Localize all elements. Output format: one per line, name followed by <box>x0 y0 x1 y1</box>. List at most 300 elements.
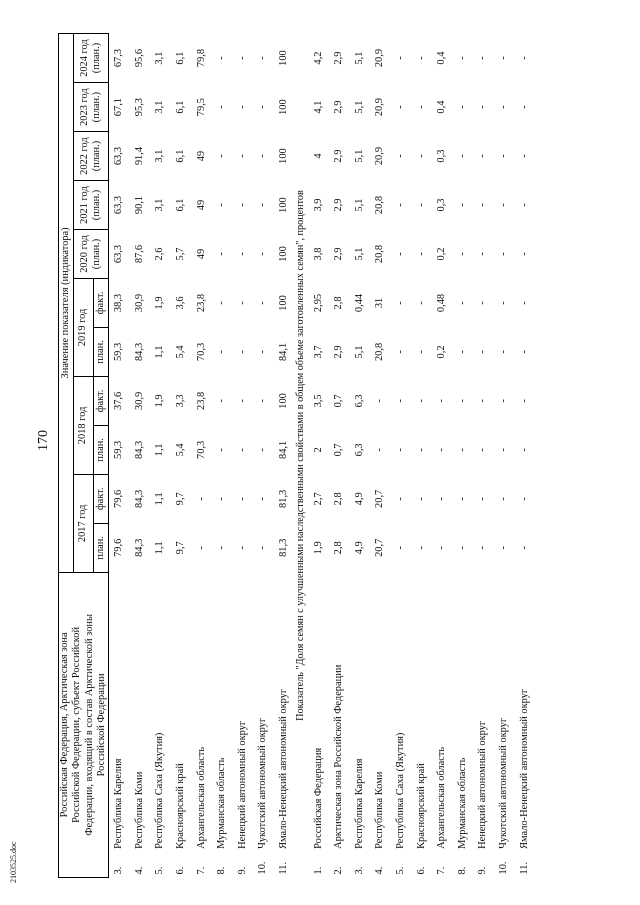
value-cell: - <box>257 105 269 109</box>
value-cell: - <box>518 497 530 501</box>
year-label: 2024 год <box>78 39 90 77</box>
year-header-2019: 2019 год <box>74 278 94 376</box>
region-name: Ямало-Ненецкий автономный округ <box>277 688 289 849</box>
region-name: Мурманская область <box>216 757 228 849</box>
value-cell: - <box>216 350 228 354</box>
indicator-table <box>58 33 535 878</box>
value-cell: - <box>415 56 427 60</box>
value-cell: 91,4 <box>133 146 145 166</box>
fact-header-2017: факт. <box>94 474 109 523</box>
value-cell: 49 <box>195 248 207 260</box>
value-cell: 6,1 <box>175 149 186 163</box>
value-cell: 70,3 <box>195 342 207 362</box>
value-cell: 3,6 <box>175 296 186 310</box>
value-cell: - <box>394 105 406 109</box>
value-cell: 0,2 <box>436 247 448 261</box>
value-cell: - <box>456 105 468 109</box>
footer-filename: 2103525.doc <box>9 841 18 883</box>
value-cell: 100 <box>277 393 289 409</box>
value-cell: 2 <box>312 447 324 453</box>
value-cell: - <box>236 105 248 109</box>
table-row <box>233 34 254 878</box>
year-label: 2022 год <box>78 137 90 175</box>
value-cell: - <box>415 105 427 109</box>
year-label: 2020 год <box>78 235 90 273</box>
plan-header-2017: план. <box>94 523 109 572</box>
table-row <box>150 34 171 878</box>
value-cell: - <box>415 252 427 256</box>
rotated-table-page <box>58 33 622 878</box>
value-cell: 0,3 <box>436 198 448 212</box>
year-header-2020 <box>74 230 109 279</box>
value-cell: 4,9 <box>353 492 365 506</box>
value-cell: - <box>518 350 530 354</box>
value-cell: 2,8 <box>333 296 345 310</box>
value-cell: - <box>236 399 248 403</box>
value-cell: - <box>394 56 406 60</box>
value-cell: 6,3 <box>353 394 365 408</box>
value-cell: - <box>216 105 228 109</box>
value-cell: - <box>374 399 386 403</box>
value-cell: - <box>394 497 406 501</box>
value-cell: - <box>497 105 509 109</box>
value-cell: - <box>257 399 269 403</box>
value-cell: 2,9 <box>333 100 345 114</box>
value-cell: 81,3 <box>277 538 289 557</box>
value-cell: 100 <box>277 197 289 213</box>
value-cell: 20,9 <box>374 48 386 68</box>
value-cell: 1,9 <box>154 394 166 408</box>
table-body <box>109 34 535 878</box>
value-cell: - <box>456 252 468 256</box>
value-cell: 3,8 <box>312 247 324 261</box>
region-name: Архангельская область <box>195 746 207 849</box>
value-cell: - <box>216 301 228 305</box>
value-cell: 2,8 <box>333 541 345 555</box>
value-cell: 9,7 <box>175 541 186 555</box>
row-number: 7. <box>436 866 448 875</box>
value-cell: 5,1 <box>353 345 365 359</box>
value-cell: - <box>497 350 509 354</box>
region-name: Красноярский край <box>175 763 186 849</box>
row-number: 10. <box>257 861 269 875</box>
value-cell: 100 <box>277 148 289 164</box>
value-cell: 63,3 <box>113 244 125 264</box>
indicator-title: Показатель "Доля семян с улучшенными наследственными свойствами в общем объеме заготовленных семян", процентов <box>295 190 307 721</box>
value-cell: - <box>518 301 530 305</box>
row-number: 4. <box>133 866 145 875</box>
value-cell: - <box>415 497 427 501</box>
value-cell: - <box>518 56 530 60</box>
value-cell: 59,3 <box>113 440 125 459</box>
value-cell: - <box>236 448 248 452</box>
value-cell: - <box>477 301 489 305</box>
value-cell: 63,3 <box>113 195 125 215</box>
fact-header-2019: факт. <box>94 278 109 327</box>
region-column-header <box>59 572 109 877</box>
value-cell: - <box>477 399 489 403</box>
year-header-2024 <box>74 34 109 83</box>
region-name: Республика Саха (Якутия) <box>394 732 406 849</box>
value-cell: - <box>456 301 468 305</box>
value-cell: 1,1 <box>154 541 166 555</box>
table-row <box>411 34 432 878</box>
value-cell: - <box>477 56 489 60</box>
value-cell: 84,1 <box>277 342 289 362</box>
value-cell: 20,7 <box>374 538 386 557</box>
value-cell: 87,6 <box>133 244 145 264</box>
region-name: Ямало-Ненецкий автономный округ <box>518 688 530 849</box>
value-cell: - <box>477 497 489 501</box>
value-cell: 0,44 <box>353 293 365 313</box>
year-header-2021 <box>74 181 109 230</box>
table-header <box>59 34 109 878</box>
value-cell: 84,3 <box>133 440 145 459</box>
value-cell: - <box>257 154 269 158</box>
value-cell: 0,7 <box>333 443 345 457</box>
value-cell: 3,7 <box>312 345 324 359</box>
value-cell: - <box>415 203 427 207</box>
value-cell: 1,1 <box>154 443 166 457</box>
year-header-2017: 2017 год <box>74 474 94 572</box>
value-cell: - <box>436 497 448 501</box>
value-cell: - <box>257 203 269 207</box>
value-cell: 20,9 <box>374 146 386 166</box>
value-cell: 0,7 <box>333 394 345 408</box>
region-name: Республика Карелия <box>113 758 125 849</box>
value-cell: 4,2 <box>312 51 324 65</box>
value-cell: 23,8 <box>195 391 207 410</box>
table-row <box>494 34 515 878</box>
value-cell: 3,1 <box>154 100 166 114</box>
value-cell: 2,9 <box>333 198 345 212</box>
value-cell: - <box>394 154 406 158</box>
region-name: Ненецкий автономный округ <box>236 720 248 849</box>
table-row <box>130 34 151 878</box>
table-row <box>191 34 212 878</box>
value-cell: - <box>236 56 248 60</box>
value-cell: - <box>415 399 427 403</box>
value-cell: 6,1 <box>175 198 186 212</box>
year-header-2018: 2018 год <box>74 376 94 474</box>
value-cell: 38,3 <box>113 293 125 313</box>
value-cell: - <box>518 252 530 256</box>
value-cell: 20,8 <box>374 244 386 264</box>
value-cell: - <box>394 448 406 452</box>
value-cell: 2,7 <box>312 492 324 506</box>
plan-label: (план.) <box>91 140 103 172</box>
value-cell: 1,1 <box>154 345 166 359</box>
value-cell: - <box>477 154 489 158</box>
value-cell: - <box>415 350 427 354</box>
value-cell: - <box>456 448 468 452</box>
value-cell: - <box>497 546 509 550</box>
value-cell: 84,3 <box>133 538 145 557</box>
value-cell: 59,3 <box>113 342 125 362</box>
row-number: 7. <box>195 866 207 875</box>
value-cell: - <box>216 252 228 256</box>
value-cell: 5,4 <box>175 443 186 457</box>
row-number: 8. <box>456 866 468 875</box>
value-cell: - <box>257 301 269 305</box>
table-row <box>171 34 192 878</box>
table-row <box>253 34 274 878</box>
value-cell: 0,4 <box>436 100 448 114</box>
value-cell: 84,3 <box>133 342 145 362</box>
row-number: 9. <box>477 866 489 875</box>
value-cell: 79,6 <box>113 538 125 557</box>
year-label: 2023 год <box>78 88 90 126</box>
value-cell: - <box>456 497 468 501</box>
value-cell: 2,95 <box>312 293 324 313</box>
plan-label: (план.) <box>91 42 103 74</box>
table-row <box>453 34 474 878</box>
region-name: Чукотский автономный округ <box>257 717 269 849</box>
value-cell: 3,5 <box>312 394 324 408</box>
year-label: 2021 год <box>78 186 90 224</box>
value-cell: - <box>436 448 448 452</box>
value-cell: 4,1 <box>312 100 324 114</box>
value-cell: 31 <box>374 297 386 309</box>
value-cell: - <box>236 497 248 501</box>
value-cell: - <box>497 301 509 305</box>
value-cell: 4 <box>312 153 324 159</box>
row-number: 5. <box>394 866 406 875</box>
value-cell: 67,3 <box>113 48 125 68</box>
value-cell: - <box>456 399 468 403</box>
year-header-2022 <box>74 132 109 181</box>
value-cell: - <box>456 350 468 354</box>
region-name: Красноярский край <box>415 763 427 849</box>
value-cell: - <box>497 448 509 452</box>
value-cell: - <box>257 350 269 354</box>
value-cell: 5,1 <box>353 247 365 261</box>
value-cell: 4,9 <box>353 541 365 555</box>
value-cell: - <box>497 154 509 158</box>
value-cell: - <box>216 203 228 207</box>
value-cell: - <box>518 154 530 158</box>
value-cell: 49 <box>195 199 207 211</box>
value-cell: 70,3 <box>195 440 207 459</box>
value-cell: - <box>477 448 489 452</box>
value-group-header: Значение показателя (индикатора) <box>59 34 74 573</box>
value-cell: - <box>257 56 269 60</box>
value-cell: - <box>477 252 489 256</box>
value-cell: 79,6 <box>113 489 125 508</box>
row-number: 11. <box>518 861 530 875</box>
value-cell: - <box>477 105 489 109</box>
table-row <box>350 34 371 878</box>
value-cell: 95,6 <box>133 48 145 68</box>
plan-label: (план.) <box>91 238 103 270</box>
value-cell: - <box>456 546 468 550</box>
value-cell: 1,1 <box>154 492 166 506</box>
value-cell: 5,1 <box>353 51 365 65</box>
value-cell: - <box>236 252 248 256</box>
plan-label: (план.) <box>91 189 103 221</box>
table-row <box>370 34 391 878</box>
page-number: 170 <box>36 430 51 451</box>
value-cell: - <box>236 301 248 305</box>
value-cell: - <box>394 203 406 207</box>
value-cell: - <box>436 546 448 550</box>
region-header-line: Российская Федерация, Арктическая зона <box>59 632 70 818</box>
row-number: 1. <box>312 866 324 875</box>
region-name: Республика Саха (Якутия) <box>154 732 166 849</box>
value-cell: 3,3 <box>175 394 186 408</box>
row-number: 3. <box>353 866 365 875</box>
row-number: 6. <box>415 866 427 875</box>
table-row <box>212 34 233 878</box>
region-header-line: Российской Федерации <box>95 673 107 777</box>
value-cell: - <box>518 105 530 109</box>
value-cell: 0,48 <box>436 293 448 313</box>
value-cell: 1,9 <box>154 296 166 310</box>
value-cell: 5,1 <box>353 149 365 163</box>
value-cell: - <box>236 154 248 158</box>
value-cell: 5,4 <box>175 345 186 359</box>
value-cell: 100 <box>277 99 289 115</box>
row-number: 2. <box>333 866 345 875</box>
value-cell: - <box>456 56 468 60</box>
value-cell: - <box>257 497 269 501</box>
table-row <box>391 34 412 878</box>
region-name: Республика Коми <box>374 771 386 849</box>
region-name: Российская Федерация <box>312 747 324 849</box>
table-row <box>473 34 494 878</box>
value-cell: 49 <box>195 150 207 162</box>
value-cell: - <box>216 56 228 60</box>
value-cell: 67,1 <box>113 98 125 117</box>
value-cell: 20,8 <box>374 195 386 215</box>
fact-header-2018: факт. <box>94 376 109 425</box>
value-cell: - <box>497 56 509 60</box>
value-cell: 95,3 <box>133 98 145 117</box>
value-cell: 63,3 <box>113 146 125 166</box>
value-cell: 0,3 <box>436 149 448 163</box>
value-cell: - <box>477 350 489 354</box>
value-cell: 0,2 <box>436 345 448 359</box>
value-cell: 2,9 <box>333 149 345 163</box>
value-cell: - <box>477 546 489 550</box>
value-cell: 2,6 <box>154 247 166 261</box>
region-name: Республика Коми <box>133 771 145 849</box>
value-cell: 3,1 <box>154 51 166 65</box>
row-number: 11. <box>277 861 289 875</box>
value-cell: 20,8 <box>374 342 386 362</box>
value-cell: 2,8 <box>333 492 345 506</box>
value-cell: - <box>497 203 509 207</box>
value-cell: 100 <box>277 246 289 262</box>
value-cell: - <box>456 154 468 158</box>
value-cell: - <box>216 154 228 158</box>
value-cell: - <box>518 546 530 550</box>
region-name: Арктическая зона Российской Федерации <box>333 664 345 849</box>
value-cell: - <box>394 399 406 403</box>
value-cell: - <box>236 546 248 550</box>
value-cell: - <box>415 301 427 305</box>
row-number: 6. <box>175 866 186 875</box>
value-cell: 5,7 <box>175 247 186 261</box>
indicator-title-row <box>294 34 308 878</box>
region-name: Архангельская область <box>436 746 448 849</box>
value-cell: - <box>195 546 207 550</box>
plan-header-2018: план. <box>94 425 109 474</box>
plan-header-2019: план. <box>94 327 109 376</box>
value-cell: 100 <box>277 295 289 311</box>
value-cell: - <box>257 448 269 452</box>
value-cell: - <box>374 448 386 452</box>
value-cell: - <box>497 497 509 501</box>
table-row <box>329 34 350 878</box>
value-cell: 2,9 <box>333 345 345 359</box>
value-cell: - <box>415 448 427 452</box>
table-row <box>109 34 130 878</box>
value-cell: - <box>518 203 530 207</box>
value-cell: - <box>394 252 406 256</box>
table-row <box>274 34 295 878</box>
value-cell: - <box>456 203 468 207</box>
value-cell: - <box>518 399 530 403</box>
value-cell: 23,8 <box>195 293 207 313</box>
value-cell: 81,3 <box>277 489 289 508</box>
value-cell: - <box>497 399 509 403</box>
row-number: 3. <box>113 866 125 875</box>
value-cell: - <box>236 203 248 207</box>
value-cell: - <box>415 546 427 550</box>
value-cell: - <box>236 350 248 354</box>
region-name: Ненецкий автономный округ <box>477 720 489 849</box>
value-cell: 3,9 <box>312 198 324 212</box>
year-header-2023 <box>74 83 109 132</box>
value-cell: 79,8 <box>195 48 207 68</box>
value-cell: 2,9 <box>333 51 345 65</box>
region-name: Республика Карелия <box>353 758 365 849</box>
value-cell: 0,4 <box>436 51 448 65</box>
value-cell: 9,7 <box>175 492 186 506</box>
value-cell: - <box>477 203 489 207</box>
value-cell: - <box>394 546 406 550</box>
region-header-line: Российской Федерации, субъект Российской <box>71 626 83 823</box>
value-cell: 2,9 <box>333 247 345 261</box>
value-cell: - <box>216 546 228 550</box>
value-cell: - <box>216 399 228 403</box>
value-cell: - <box>195 497 207 501</box>
value-cell: 6,1 <box>175 100 186 114</box>
region-header-line: Федерации, входящий в состав Арктической зоны <box>83 614 95 836</box>
region-name: Чукотский автономный округ <box>497 717 509 849</box>
value-cell: 30,9 <box>133 391 145 410</box>
value-cell: 5,1 <box>353 198 365 212</box>
table-row <box>432 34 453 878</box>
value-cell: - <box>216 448 228 452</box>
value-cell: 30,9 <box>133 293 145 313</box>
value-cell: 20,9 <box>374 98 386 117</box>
table-row <box>514 34 535 878</box>
table-row <box>308 34 329 878</box>
row-number: 4. <box>374 866 386 875</box>
value-cell: 6,1 <box>175 51 186 65</box>
value-cell: - <box>436 399 448 403</box>
row-number: 8. <box>216 866 228 875</box>
value-cell: 3,1 <box>154 198 166 212</box>
value-cell: - <box>394 301 406 305</box>
value-cell: 6,3 <box>353 443 365 457</box>
value-cell: 84,3 <box>133 489 145 508</box>
value-cell: - <box>415 154 427 158</box>
value-cell: 79,5 <box>195 98 207 117</box>
value-cell: 1,9 <box>312 541 324 555</box>
